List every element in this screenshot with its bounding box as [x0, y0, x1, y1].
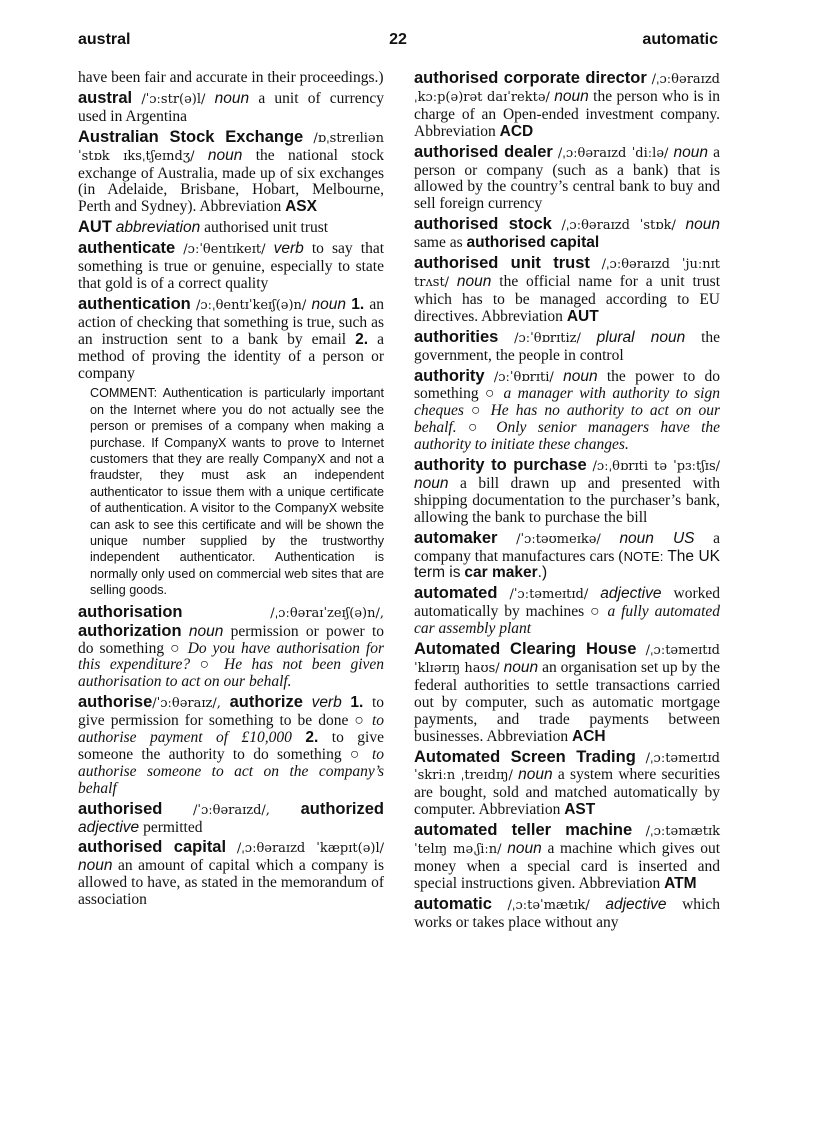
part-of-speech: abbreviation [115, 219, 201, 237]
part-of-speech: plural noun [596, 328, 686, 346]
definition: to give someone the authority to do something [78, 729, 384, 763]
pronunciation: /ˈɔːtəmeɪtɪd/ [509, 587, 589, 603]
headword: AUT [78, 218, 112, 237]
note-term: car maker [464, 564, 538, 582]
left-column [78, 70, 384, 912]
example: He has not been given authorisation to act on our behalf. [78, 656, 385, 691]
part-of-speech: verb [273, 240, 304, 258]
comment-box: COMMENT: Authentication is particularly important on the Internet where you do not actually see the person or premises of a company when making a purchase. If CompanyX wants to prove to Internet customers that they are really CompanyX and not a fraudster, they must ask an independent authenticator to issue them with a unique certificate of authentication. A visitor to the CompanyX website can ask to see this certificate and will be shown the unique number supplied by the trustworthy independent authenticator. Authentication is normally only used on commercial web sites that are selling goods. [90, 386, 384, 598]
entry-authority-to-purchase [414, 457, 720, 527]
definition: to give permission for something to be done [78, 694, 385, 730]
sense-number: 2. [355, 330, 369, 348]
definition: an organisation set up by the federal authorities to settle transactions carried out by computer, such as automatic mortgage payments, and trade payments between businesses. Abbreviation [414, 659, 721, 745]
definition: an action of checking that something is true, such as an instruction sent to a bank by email [78, 295, 385, 348]
part-of-speech: noun [78, 857, 113, 875]
pronunciation: /ˌɔːtəmeɪtɪd ˈklɪərɪŋ haʊs/ [414, 643, 721, 676]
example-separator: ○ [349, 745, 364, 763]
pronunciation: /ˈɔːstr(ə)l/ [141, 91, 206, 107]
entry-automatic [414, 896, 720, 932]
part-of-speech: noun [311, 295, 346, 313]
definition: to say that something is true or genuine, especially to state that gold is of a correct quality [78, 240, 385, 292]
pronunciation: /ɒˌstreɪliən ˈstɒk ɪksˌtʃeɪndʒ/ [78, 130, 384, 164]
part-of-speech: noun [188, 622, 224, 640]
abbreviation: AUT [566, 307, 599, 325]
headword: authority to purchase [414, 456, 587, 475]
example: to authorise someone to act on the company’s behalf [78, 745, 385, 797]
example: He has no authority to act on our behalf. [414, 402, 720, 437]
headword: automated [414, 584, 498, 603]
definition: a system where securities are bought, sold and matched automatically by computer. Abbreviation [414, 766, 721, 819]
definition: a unit of currency used in Argentina [78, 89, 385, 125]
pronunciation: /ˈɔːθəraɪzd/, [193, 802, 270, 818]
example: to authorise payment of £10,000 [78, 712, 384, 747]
example: Only senior managers have the authority to initiate these changes. [414, 419, 721, 454]
pronunciation: /ˌɔːθəraɪzd ˈstɒk/ [561, 218, 676, 234]
continued-text: have been fair and accurate in their proceedings.) [78, 69, 384, 86]
example-separator: ○ [354, 712, 366, 730]
headword: authorised dealer [414, 142, 553, 161]
definition: a person or company (such as a bank) that is allowed by the country’s central bank to buy and sell foreign currency [414, 143, 721, 213]
entry-authorities [414, 329, 720, 365]
headword: Australian Stock Exchange [78, 127, 304, 146]
part-of-speech: noun [685, 216, 720, 234]
pronunciation: /ɔːˈθɒrɪtiz/ [514, 330, 581, 346]
sense-number: 1. [350, 694, 364, 712]
part-of-speech: noun [563, 367, 598, 385]
pronunciation: /ˈɔːtəʊmeɪkə/ [516, 531, 601, 547]
entry-automated [414, 585, 720, 638]
entry-automated-clearing-house [414, 641, 720, 745]
example-separator: ○ [170, 639, 182, 657]
definition: permitted [143, 818, 203, 836]
example-separator: ○ [199, 656, 215, 674]
definition: permission or power to do something [78, 622, 385, 657]
headword: authorised corporate director [414, 69, 647, 87]
pronunciation: /ˌɔːθəraɪzd ˌkɔːp(ə)rət daɪˈrektə/ [414, 72, 720, 105]
pronunciation: /ˈɔːθəraɪz/, [152, 696, 221, 712]
example-separator: ○ [470, 402, 484, 420]
headword: authorised capital [78, 838, 227, 857]
example: a manager with authority to sign cheques [414, 385, 720, 420]
entry-automaker [414, 530, 720, 583]
headword: authorisation [78, 602, 183, 621]
entry-authorised-capital [78, 839, 384, 909]
example-separator: ○ [485, 385, 497, 403]
cross-reference: authorised capital [466, 234, 600, 252]
part-of-speech: noun [414, 474, 449, 492]
entry-aut [78, 219, 384, 237]
entry-australian-stock-exchange [78, 129, 384, 217]
pronunciation: /ɔːˈθentɪkeɪt/ [183, 242, 266, 258]
headword: authorised stock [414, 215, 552, 234]
note-text: The UK term is [414, 547, 720, 582]
definition: which works or takes place without any [414, 895, 720, 931]
entry-authorised-corporate-director [414, 70, 720, 141]
headword: austral [78, 88, 133, 107]
definition: a bill drawn up and presented with shipping documentation to the purchaser’s bank, allowing the bank to purchase the bill [414, 474, 721, 526]
sense-number: 1. [351, 295, 365, 313]
headword: authority [414, 366, 485, 385]
part-of-speech: verb [311, 694, 342, 712]
pronunciation: /ˌɔːθəraɪzd ˈdiːlə/ [557, 145, 669, 161]
headword: authorised unit trust [414, 254, 590, 273]
part-of-speech: adjective [600, 585, 662, 603]
headword: authentication [78, 294, 191, 313]
left-guideword: austral [78, 31, 131, 48]
headword: Automated Screen Trading [414, 747, 636, 766]
definition: authorised unit trust [204, 219, 329, 237]
part-of-speech: noun [673, 143, 708, 161]
pronunciation: /ˌɔːtəmeɪtɪd ˈskriːn ˌtreɪdɪŋ/ [414, 750, 720, 784]
right-column [414, 70, 720, 935]
entry-authentication [78, 296, 384, 383]
headword: authorities [414, 327, 499, 346]
pronunciation: /ˌɔːtəmætɪk ˈtelɪŋ məˌʃiːn/ [414, 824, 721, 858]
example: a fully automated car assembly plant [414, 603, 721, 638]
headword: automated teller machine [414, 821, 633, 840]
entry-authorise [78, 694, 384, 797]
pronunciation: /ɔːˌθentɪˈkeɪʃ(ə)n/ [195, 297, 307, 313]
definition: a method of proving the identity of a person or company [78, 330, 384, 382]
definition: an amount of capital which a company is allowed to have, as stated in the memorandum of association [78, 857, 384, 909]
part-of-speech: noun [554, 87, 589, 105]
example-separator: ○ [468, 419, 485, 437]
entry-authorised-dealer [414, 144, 720, 214]
note-label: NOTE: [623, 548, 664, 564]
entry-authority [414, 368, 720, 455]
headword: Automated Clearing House [414, 640, 637, 659]
entry-authorisation [78, 604, 384, 692]
headword-variant: authorization [78, 621, 182, 640]
headword: authorise [78, 693, 153, 712]
abbreviation: ATM [664, 874, 697, 892]
entry-authorised [78, 801, 384, 837]
right-guideword: automatic [642, 31, 718, 48]
headword-variant: authorized [300, 799, 385, 818]
abbreviation: ACH [572, 727, 606, 745]
part-of-speech: noun [456, 272, 492, 290]
definition: the national stock exchange of Australia, made up of six exchanges (in Adelaide, Brisbane, Hobart, Melbourne, Perth and Sydney). Abbreviation [78, 146, 384, 216]
example: Do you have authorisation for this expenditure? [78, 639, 384, 674]
part-of-speech: noun [503, 659, 539, 676]
definition: the official name for a unit trust which has to be managed according to EU directives. Abbreviation [414, 272, 720, 325]
pronunciation: /ˌɔːθəraɪˈzeɪʃ(ə)n/, [270, 605, 384, 621]
definition: worked automatically by machines [414, 585, 721, 621]
abbreviation: ACD [499, 122, 534, 140]
entry-authenticate [78, 240, 384, 293]
definition: a company that manufactures cars ( [414, 529, 721, 565]
entry-authorised-stock [414, 216, 720, 252]
definition: the government, the people in control [414, 328, 720, 364]
abbreviation: ASX [285, 198, 317, 216]
definition: the person who is in charge of an Open-ended investment company. Abbreviation [414, 87, 720, 140]
page-header [78, 31, 718, 55]
pronunciation: /ˌɔːθəraɪzd ˈkæpɪt(ə)l/ [236, 841, 385, 857]
note-end: .) [537, 564, 548, 582]
pronunciation: /ɔːˌθɒrɪti tə ˈpɜːtʃɪs/ [592, 459, 720, 475]
example-separator: ○ [590, 603, 602, 621]
entry-authorised-unit-trust [414, 255, 720, 326]
pronunciation: /ɔːˈθɒrɪti/ [493, 369, 554, 385]
part-of-speech: noun US [619, 529, 695, 547]
pronunciation: /ˌɔːθəraɪzd ˈjuːnɪt trʌst/ [414, 257, 721, 290]
pronunciation: /ˌɔːtəˈmætɪk/ [507, 897, 590, 913]
abbreviation: AST [564, 801, 596, 819]
definition: a machine which gives out money when a special card is inserted and special instructions given. Abbreviation [414, 840, 720, 892]
definition: same as [414, 234, 463, 252]
headword: automaker [414, 528, 498, 547]
page-number: 22 [389, 31, 407, 48]
entry-automated-teller-machine [414, 822, 720, 893]
part-of-speech: noun [214, 89, 250, 107]
part-of-speech: noun [507, 840, 542, 858]
part-of-speech: adjective [78, 818, 140, 836]
definition: the power to do something [414, 367, 720, 403]
headword: authenticate [78, 239, 176, 258]
headword-variant: authorize [229, 693, 303, 712]
part-of-speech: noun [207, 146, 243, 164]
sense-number: 2. [305, 729, 319, 747]
entry-austral [78, 90, 384, 126]
part-of-speech: noun [518, 766, 553, 784]
headword: automatic [414, 894, 492, 913]
headword: authorised [78, 799, 163, 818]
entry-automated-screen-trading [414, 749, 720, 820]
part-of-speech: adjective [605, 895, 667, 913]
